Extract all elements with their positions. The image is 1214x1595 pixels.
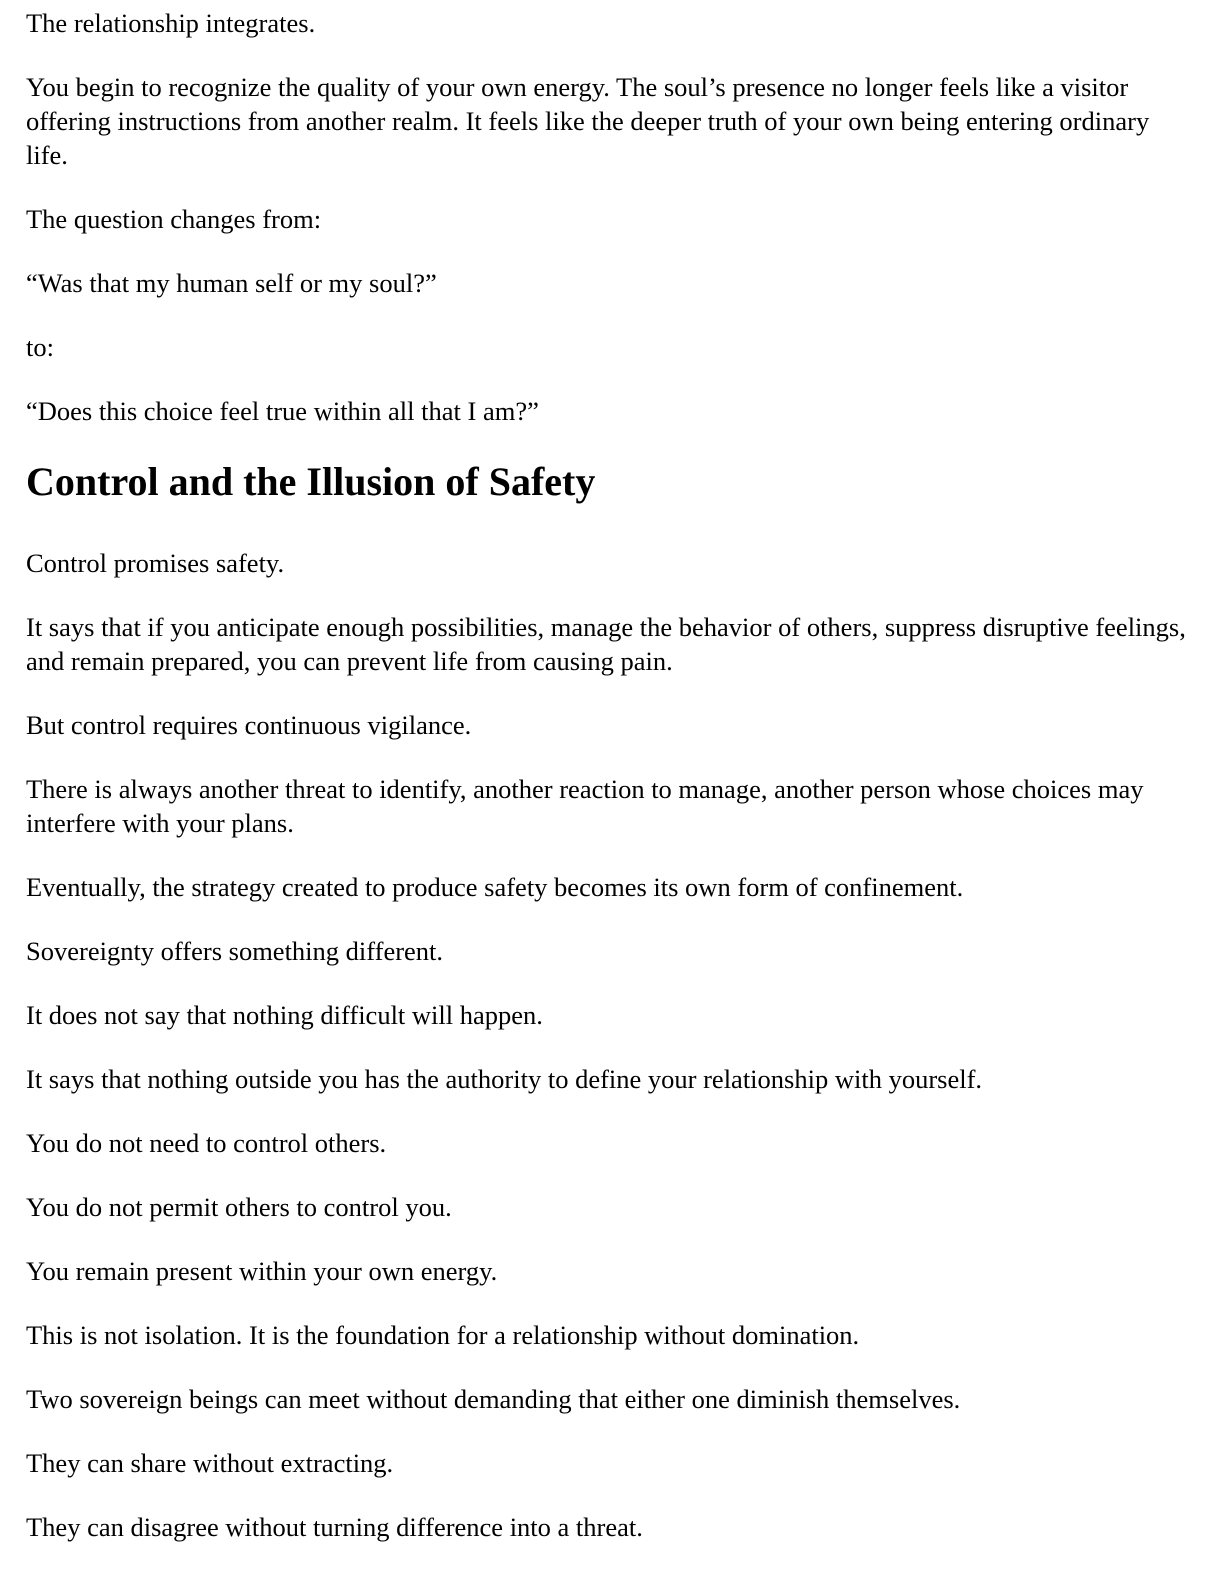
paragraph: You remain present within your own energy. bbox=[26, 1256, 498, 1286]
paragraph: There is always another threat to identify, another reaction to manage, another person whose choices may interfere with your plans. bbox=[26, 774, 1144, 838]
paragraph: It says that nothing outside you has the authority to define your relationship with yourself. bbox=[26, 1064, 983, 1094]
quote-paragraph: “Was that my human self or my soul?” bbox=[26, 268, 437, 298]
paragraph: They can share without extracting. bbox=[26, 1448, 394, 1478]
paragraph: It says that if you anticipate enough possibilities, manage the behavior of others, suppress disruptive feelings, and remain prepared, you can prevent life from causing pain. bbox=[26, 612, 1186, 676]
paragraph: Two sovereign beings can meet without demanding that either one diminish themselves. bbox=[26, 1384, 961, 1414]
paragraph: They can disagree without turning difference into a threat. bbox=[26, 1512, 643, 1542]
section-control bbox=[26, 458, 1188, 1544]
section-heading: Control and the Illusion of Safety bbox=[26, 459, 596, 504]
paragraph: to: bbox=[26, 332, 54, 362]
paragraph: The question changes from: bbox=[26, 204, 322, 234]
paragraph: The relationship integrates. bbox=[26, 8, 316, 38]
paragraph: Eventually, the strategy created to produce safety becomes its own form of confinement. bbox=[26, 872, 964, 902]
paragraph: Control promises safety. bbox=[26, 548, 285, 578]
quote-paragraph: “Does this choice feel true within all that I am?” bbox=[26, 396, 539, 426]
paragraph: But control requires continuous vigilance. bbox=[26, 710, 472, 740]
paragraph: You do not need to control others. bbox=[26, 1128, 387, 1158]
paragraph: This is not isolation. It is the foundation for a relationship without domination. bbox=[26, 1320, 860, 1350]
paragraph: Sovereignty offers something different. bbox=[26, 936, 444, 966]
paragraph: You do not permit others to control you. bbox=[26, 1192, 452, 1222]
paragraph: You begin to recognize the quality of your own energy. The soul’s presence no longer feels like a visitor offering instructions from another realm. It feels like the deeper truth of your own being entering ordinary life. bbox=[26, 72, 1150, 170]
section-relationship bbox=[26, 6, 1188, 428]
paragraph: It does not say that nothing difficult will happen. bbox=[26, 1000, 543, 1030]
